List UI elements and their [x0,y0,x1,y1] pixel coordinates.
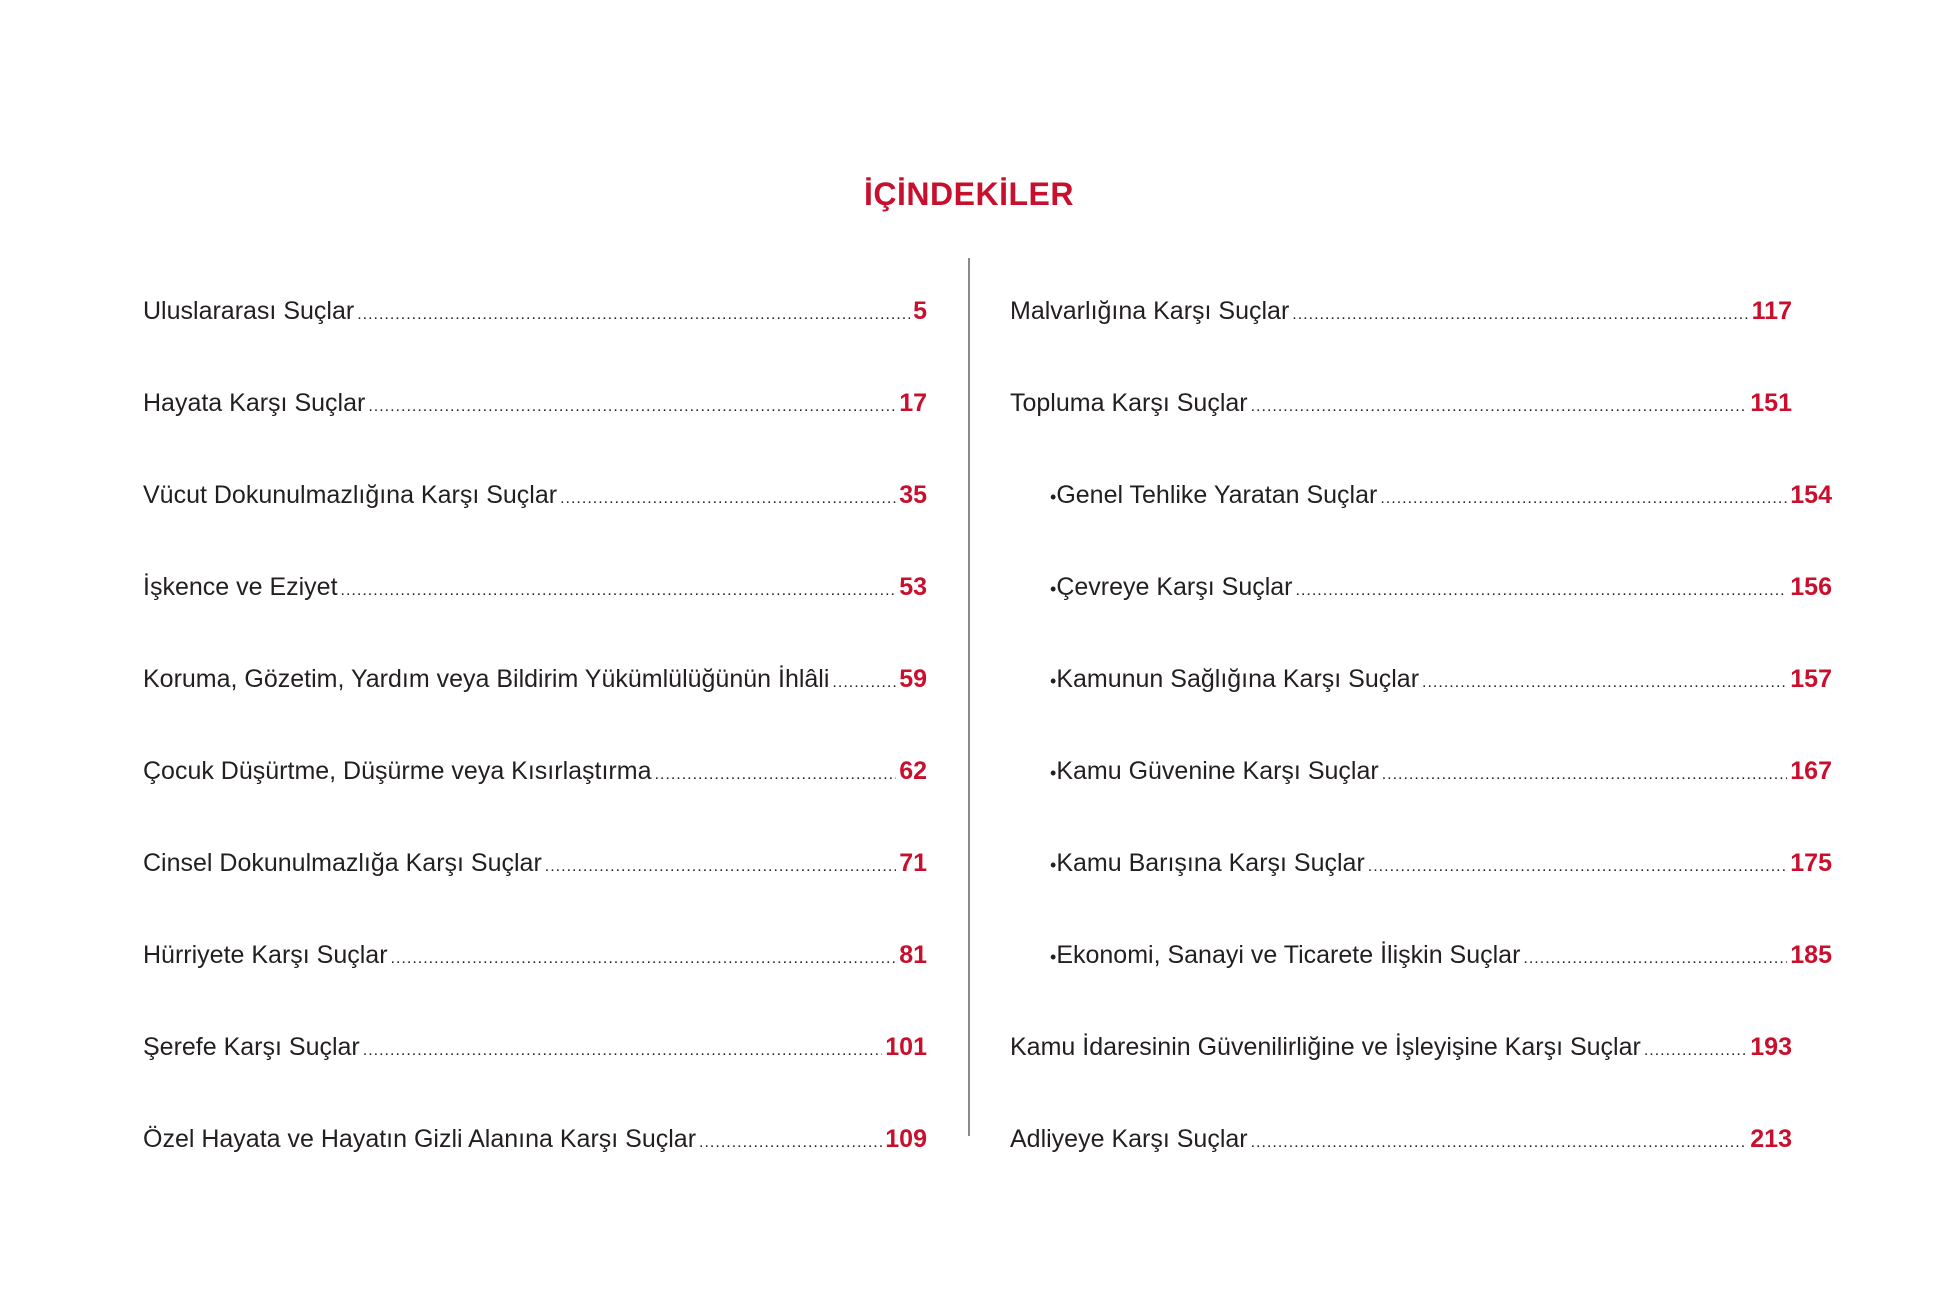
toc-leader-dots [560,484,896,514]
toc-page-number: 35 [899,481,927,509]
toc-leader-dots [1251,1128,1748,1158]
toc-entry-label: Hürriyete Karşı Suçlar [143,941,388,969]
toc-entry[interactable] [143,1002,927,1094]
bullet-icon: • [1050,855,1057,875]
bullet-icon: • [1050,487,1057,507]
toc-page-number: 53 [899,573,927,601]
toc-subentry[interactable] [1010,634,1832,726]
toc-leader-dots [1644,1036,1747,1066]
toc-entry[interactable] [143,634,927,726]
toc-entry-label: İşkence ve Eziyet [143,573,338,601]
toc-entry-label: Cinsel Dokunulmazlığa Karşı Suçlar [143,849,542,877]
toc-page-number: 193 [1750,1033,1792,1061]
toc-page-number: 185 [1790,941,1832,969]
toc-page-number: 59 [899,665,927,693]
toc-leader-dots [368,392,896,422]
toc-leader-dots [545,852,896,882]
toc-subentry[interactable] [1010,910,1832,1002]
toc-entry-label: Kamu Barışına Karşı Suçlar [1056,849,1365,877]
toc-entry[interactable] [143,450,927,542]
toc-entry[interactable] [143,818,927,910]
bullet-icon: • [1050,579,1057,599]
toc-entry-label: Topluma Karşı Suçlar [1010,389,1248,417]
toc-entry[interactable] [1010,266,1792,358]
toc-subentry[interactable] [1010,450,1832,542]
toc-entry-label: Malvarlığına Karşı Suçlar [1010,297,1290,325]
toc-page-number: 156 [1790,573,1832,601]
toc-subentry[interactable] [1010,818,1832,910]
toc-entry[interactable] [143,542,927,634]
toc-page-number: 151 [1750,389,1792,417]
toc-leader-dots [1523,944,1787,974]
toc-page-number: 154 [1790,481,1832,509]
toc-subentry[interactable] [1010,726,1832,818]
toc-entry-label: Çocuk Düşürtme, Düşürme veya Kısırlaştırma [143,757,652,785]
toc-page-number: 101 [885,1033,927,1061]
toc-left-column [143,266,927,1186]
toc-entry-label: Kamu İdaresinin Güvenilirliğine ve İşleyişine Karşı Suçlar [1010,1033,1641,1061]
toc-leader-dots [1382,760,1788,790]
toc-entry[interactable] [1010,358,1792,450]
toc-leader-dots [699,1128,882,1158]
toc-page-number: 157 [1790,665,1832,693]
page-title: İÇİNDEKİLER [864,176,1074,212]
toc-entry[interactable] [143,266,927,358]
toc-entry-label: Ekonomi, Sanayi ve Ticarete İlişkin Suçlar [1056,941,1521,969]
toc-leader-dots [391,944,897,974]
toc-leader-dots [1368,852,1788,882]
toc-entry-label: Hayata Karşı Suçlar [143,389,366,417]
toc-entry[interactable] [1010,1002,1792,1094]
toc-entry[interactable] [1010,1094,1792,1186]
toc-entry-label: Kamu Güvenine Karşı Suçlar [1056,757,1379,785]
toc-leader-dots [1380,484,1787,514]
toc-page-number: 213 [1750,1125,1792,1153]
bullet-icon: • [1050,671,1057,691]
toc-entry-label: Adliyeye Karşı Suçlar [1010,1125,1248,1153]
toc-entry[interactable] [143,358,927,450]
toc-right-column [1010,266,1832,1186]
toc-page-number: 71 [899,849,927,877]
toc-entry-label: Özel Hayata ve Hayatın Gizli Alanına Karşı Suçlar [143,1125,697,1153]
toc-entry-label: Genel Tehlike Yaratan Suçlar [1056,481,1378,509]
toc-entry[interactable] [143,910,927,1002]
toc-entry-label: Vücut Dokunulmazlığına Karşı Suçlar [143,481,558,509]
toc-entry-label: Şerefe Karşı Suçlar [143,1033,360,1061]
toc-leader-dots [1422,668,1787,698]
toc-entry-label: Çevreye Karşı Suçlar [1056,573,1293,601]
toc-leader-dots [363,1036,883,1066]
toc-leader-dots [341,576,897,606]
toc-leader-dots [654,760,896,790]
toc-subentry[interactable] [1010,542,1832,634]
toc-page-number: 81 [899,941,927,969]
column-divider [968,258,970,1136]
toc-entry-label: Koruma, Gözetim, Yardım veya Bildirim Yükümlülüğünün İhlâli [143,665,830,693]
toc-leader-dots [357,300,910,330]
toc-leader-dots [832,668,896,698]
toc-entry-label: Uluslararası Suçlar [143,297,355,325]
bullet-icon: • [1050,763,1057,783]
toc-leader-dots [1296,576,1788,606]
toc-page-number: 117 [1751,297,1792,325]
toc-page-number: 17 [899,389,927,417]
toc-entry-label: Kamunun Sağlığına Karşı Suçlar [1056,665,1420,693]
toc-page-number: 175 [1790,849,1832,877]
toc-page-number: 109 [885,1125,927,1153]
toc-page-number: 62 [899,757,927,785]
bullet-icon: • [1050,947,1057,967]
toc-page-number: 5 [913,297,927,325]
toc-entry[interactable] [143,1094,927,1186]
toc-page-number: 167 [1790,757,1832,785]
toc-entry[interactable] [143,726,927,818]
toc-leader-dots [1251,392,1748,422]
toc-leader-dots [1292,300,1748,330]
